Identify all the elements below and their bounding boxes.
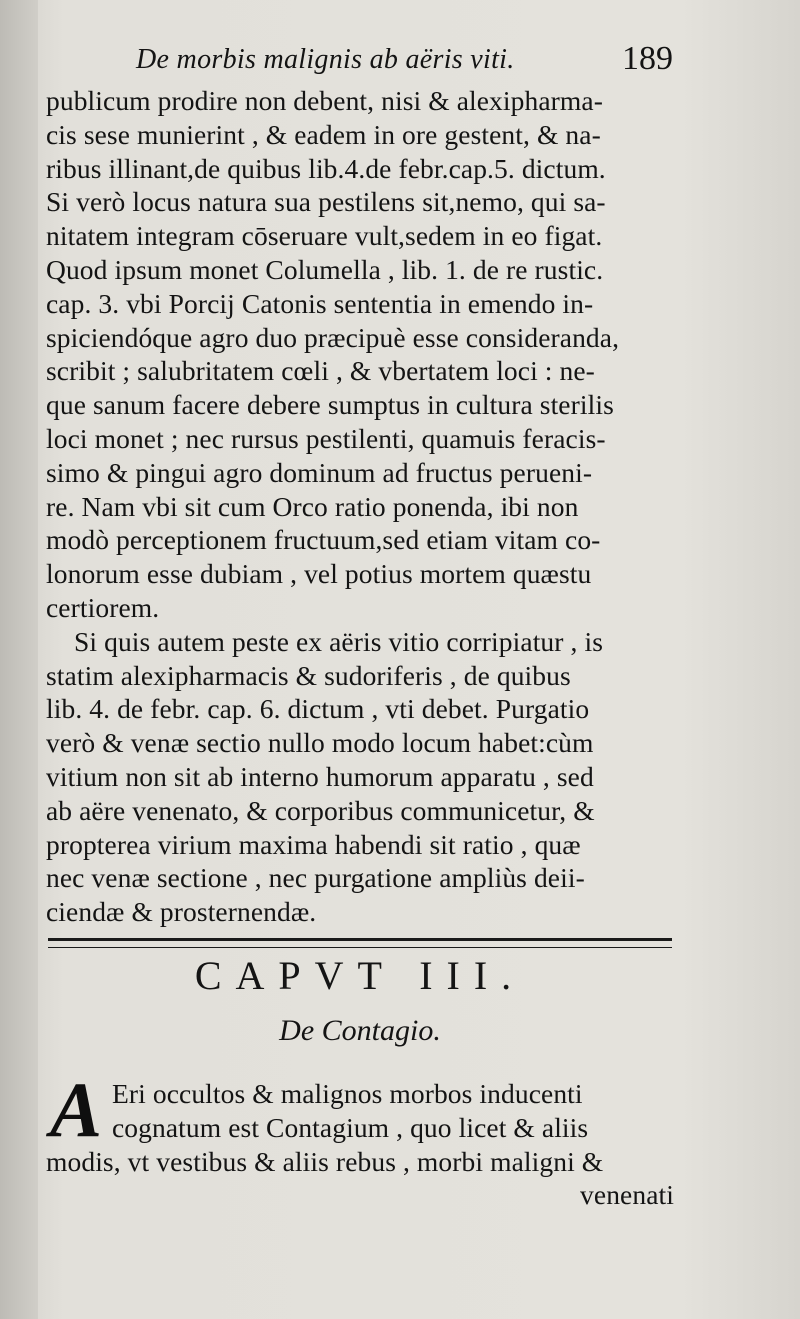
text-line: modò perceptionem fructuum,sed etiam vitam co- xyxy=(46,524,601,556)
text-line: Si verò locus natura sua pestilens sit,nemo, qui sa- xyxy=(46,186,606,218)
text-line: re. Nam vbi sit cum Orco ratio ponenda, ibi non xyxy=(46,490,579,522)
text-line: certiorem. xyxy=(46,591,160,623)
text-line: publicum prodire non debent, nisi & alexipharma- xyxy=(46,85,603,116)
text-line: simo & pingui agro dominum ad fructus perueni- xyxy=(46,456,593,488)
text-line: propterea virium maxima habendi sit ratio , quæ xyxy=(46,828,581,860)
page-number: 189 xyxy=(622,40,673,77)
text-line: vitium non sit ab interno humorum apparatu , sed xyxy=(46,760,594,792)
text-line: que sanum facere debere sumptus in cultura sterilis xyxy=(46,389,614,421)
text-line: loci monet ; nec rursus pestilenti, quamuis feracis- xyxy=(46,422,606,454)
text-line: lonorum esse dubiam , vel potius mortem quæstu xyxy=(46,558,592,590)
paragraph-1 xyxy=(46,84,674,625)
text-line: ribus illinant,de quibus lib.4.de febr.cap.5. dictum. xyxy=(46,152,606,184)
page-gutter xyxy=(0,0,38,1319)
text-line: nitatem integram cōseruare vult,sedem in eo figat. xyxy=(46,220,603,252)
body-text xyxy=(46,84,674,929)
running-head xyxy=(48,40,673,84)
text-line: scribit ; salubritatem cœli , & vbertatem loci : ne- xyxy=(46,355,595,387)
text-line: ciendæ & prosternendæ. xyxy=(46,896,317,928)
text-line: modis, vt vestibus & aliis rebus , morbi maligni & xyxy=(46,1145,604,1177)
text-line: Eri occultos & malignos morbos inducenti xyxy=(112,1078,583,1109)
drop-cap: A xyxy=(50,1066,103,1153)
text-line: spiciendóque agro duo præcipuè esse consideranda, xyxy=(46,321,620,353)
text-line: cis sese munierint , & eadem in ore gestent, & na- xyxy=(46,118,601,150)
chapter-text xyxy=(46,1066,674,1212)
text-line: Si quis autem peste ex aëris vitio corripiatur , is xyxy=(74,625,604,657)
text-line: lib. 4. de febr. cap. 6. dictum , vti debet. Purgatio xyxy=(46,693,590,725)
running-head-title: De morbis malignis ab aëris viti. xyxy=(136,44,515,75)
text-line: cap. 3. vbi Porcij Catonis sententia in emendo in- xyxy=(46,287,594,319)
paragraph-2 xyxy=(46,625,674,929)
text-line: ab aëre venenato, & corporibus communicetur, & xyxy=(46,794,595,826)
text-line: verò & venæ sectio nullo modo locum habet:cùm xyxy=(46,727,594,759)
text-line: statim alexipharmacis & sudoriferis , de quibus xyxy=(46,659,571,691)
chapter-subtitle: De Contagio. xyxy=(279,1014,441,1047)
text-line: nec venæ sectione , nec purgatione ampliùs deii- xyxy=(46,862,585,894)
chapter-heading: CAPVT III. xyxy=(194,953,526,998)
section-divider xyxy=(48,938,672,948)
catchword: venenati xyxy=(580,1179,674,1211)
text-line: Quod ipsum monet Columella , lib. 1. de re rustic. xyxy=(46,253,604,285)
text-line: cognatum est Contagium , quo licet & aliis xyxy=(112,1111,589,1143)
